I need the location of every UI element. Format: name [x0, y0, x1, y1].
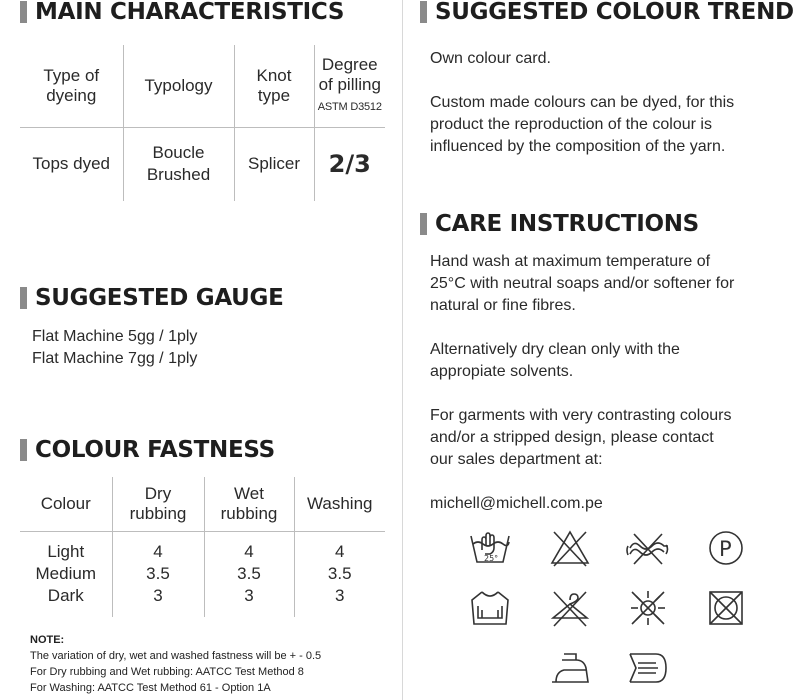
care-line: our sales department at: — [430, 451, 603, 468]
header-colour: Colour — [20, 477, 112, 531]
care-line: Alternatively dry clean only with the — [430, 341, 680, 358]
colour-trend-text — [430, 48, 734, 158]
header-type-of-dyeing: Type of dyeing — [20, 45, 123, 127]
note-line: For Dry rubbing and Wet rubbing: AATCC Test Method 8 — [30, 666, 304, 678]
heading-marker — [20, 439, 27, 461]
note-title: NOTE: — [30, 634, 65, 646]
dry-flat-icon — [468, 588, 512, 628]
value-type-of-dyeing: Tops dyed — [20, 127, 123, 201]
note-line: For Washing: AATCC Test Method 61 - Option 1A — [30, 682, 271, 694]
header-washing: Washing — [294, 477, 385, 531]
do-not-bleach-icon — [548, 528, 592, 568]
main-characteristics-heading: MAIN CHARACTERISTICS — [20, 0, 344, 25]
care-line: appropiate solvents. — [430, 363, 574, 380]
svg-text:P: P — [719, 537, 732, 561]
fastness-note — [30, 632, 321, 696]
care-instructions-text — [430, 251, 734, 515]
custom-colour-line: product the reproduction of the colour is — [430, 116, 712, 133]
colour-fastness-heading: COLOUR FASTNESS — [20, 437, 275, 463]
custom-colour-line: Custom made colours can be dyed, for this — [430, 94, 735, 111]
main-characteristics-table — [20, 45, 385, 201]
care-line: For garments with very contrasting colours — [430, 407, 732, 424]
gauge-line: Flat Machine 7gg / 1ply — [32, 350, 198, 367]
heading-marker — [420, 213, 427, 235]
care-line: natural or fine fibres. — [430, 297, 576, 314]
note-line: The variation of dry, wet and washed fastness will be + - 0.5 — [30, 650, 322, 662]
do-not-dry-rack-icon — [626, 648, 670, 688]
do-not-hang-dry-icon — [548, 588, 592, 628]
svg-text:25°: 25° — [484, 554, 499, 563]
header-degree-of-pilling: Degree of pilling ASTM D3512 — [314, 45, 385, 127]
colour-column: Light Medium Dark — [20, 531, 112, 617]
care-line: and/or a stripped design, please contact — [430, 429, 714, 446]
header-dry-rubbing: Dry rubbing — [112, 477, 204, 531]
suggested-colour-trend-heading: SUGGESTED COLOUR TREND — [420, 0, 794, 25]
heading-marker — [20, 287, 27, 309]
table-row — [20, 531, 385, 617]
heading-marker — [20, 1, 27, 23]
header-typology: Typology — [123, 45, 234, 127]
colour-fastness-table — [20, 477, 385, 617]
do-not-dry-sun-icon — [626, 588, 670, 628]
header-wet-rubbing: Wet rubbing — [204, 477, 294, 531]
suggested-gauge-heading: SUGGESTED GAUGE — [20, 285, 284, 311]
value-typology: Boucle Brushed — [123, 127, 234, 201]
care-line: 25°C with neutral soaps and/or softener for — [430, 275, 735, 292]
iron-low-icon — [548, 648, 592, 688]
wet-rubbing-column: 4 3.5 3 — [204, 531, 294, 617]
table-row — [20, 127, 385, 201]
custom-colour-line: influenced by the composition of the yarn. — [430, 138, 726, 155]
contact-email[interactable]: michell@michell.com.pe — [430, 495, 603, 512]
gauge-line: Flat Machine 5gg / 1ply — [32, 328, 198, 345]
care-instructions-heading: CARE INSTRUCTIONS — [420, 211, 699, 237]
column-divider — [402, 0, 403, 700]
heading-marker — [420, 1, 427, 23]
value-degree-of-pilling: 2/3 — [314, 127, 385, 201]
dry-clean-p-icon — [704, 528, 748, 568]
dry-rubbing-column: 4 3.5 3 — [112, 531, 204, 617]
do-not-tumble-dry-icon — [704, 588, 748, 628]
table-header-row — [20, 477, 385, 531]
hand-wash-25-icon — [468, 528, 512, 568]
care-line: Hand wash at maximum temperature of — [430, 253, 711, 270]
do-not-wring-icon — [626, 528, 670, 568]
value-knot-type: Splicer — [234, 127, 314, 201]
colour-card-line: Own colour card. — [430, 50, 551, 67]
gauge-list — [32, 326, 197, 370]
header-knot-type: Knot type — [234, 45, 314, 127]
washing-column: 4 3.5 3 — [294, 531, 385, 617]
table-header-row — [20, 45, 385, 127]
